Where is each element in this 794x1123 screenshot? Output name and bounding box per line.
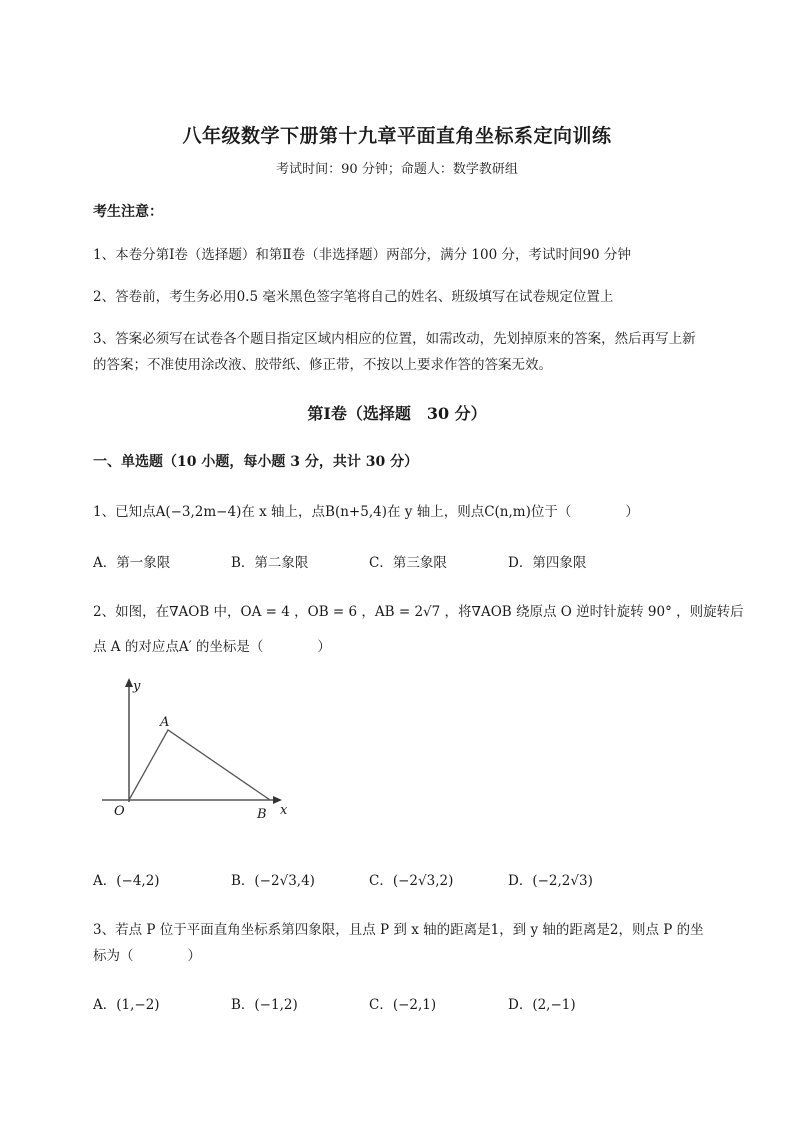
label-y: y: [133, 679, 141, 694]
notice-item-1: 1、本卷分第Ⅰ卷（选择题）和第Ⅱ卷（非选择题）两部分，满分 100 分，考试时间90 分钟: [93, 247, 631, 263]
notice-heading: 考生注意：: [93, 204, 163, 220]
question-3-line-2: 标为（ ）: [93, 948, 201, 964]
q2-option-d: D．(−2,2√3): [508, 873, 593, 889]
q3-option-d: D．(2,−1): [508, 997, 576, 1013]
question-2-line-2: 点 A 的对应点A′ 的坐标是（ ）: [93, 639, 331, 655]
q1-option-d: D．第四象限: [508, 555, 587, 571]
question-2-line-1: 2、如图，在∇AOB 中，OA = 4 ，OB = 6 ，AB = 2√7 ，将∇AOB 绕原点 O 逆时针旋转 90° ，则旋转后: [93, 604, 744, 620]
part1-subheading: 一、单选题（10 小题，每小题 3 分，共计 30 分）: [93, 454, 419, 470]
part1-heading: 第Ⅰ卷（选择题 30 分）: [307, 404, 487, 423]
notice-item-3: 3、答案必须写在试卷各个题目指定区域内相应的位置，如需改动，先划掉原来的答案，然后再写上新: [93, 331, 696, 347]
q2-option-b: B．(−2√3,4): [231, 873, 315, 889]
q3-option-b: B．(−1,2): [231, 997, 298, 1013]
q3-option-a: A．(1,−2): [93, 997, 160, 1013]
question-1-text: 1、已知点A(−3,2m−4)在 x 轴上，点B(n+5,4)在 y 轴上，则点C(n,m)位于（ ）: [93, 504, 639, 520]
notice-item-3-continued: 的答案；不准使用涂改液、胶带纸、修正带，不按以上要求作答的答案无效。: [93, 357, 552, 373]
q3-option-c: C．(−2,1): [369, 997, 437, 1013]
question-3-line-1: 3、若点 P 位于平面直角坐标系第四象限，且点 P 到 x 轴的距离是1，到 y 轴的距离是2，则点 P 的坐: [93, 922, 704, 938]
q1-option-b: B．第二象限: [231, 555, 309, 571]
triangle-aob: [129, 730, 270, 800]
label-a: A: [160, 715, 170, 730]
triangle-figure: [98, 672, 298, 827]
q1-option-a: A．第一象限: [93, 555, 171, 571]
document-subtitle: 考试时间：90 分钟；命题人：数学教研组: [276, 162, 518, 177]
y-axis-arrow-icon: [125, 678, 133, 687]
q2-option-c: C．(−2√3,2): [369, 873, 454, 889]
q1-option-c: C．第三象限: [369, 555, 447, 571]
q2-option-a: A．(−4,2): [93, 873, 160, 889]
label-b: B: [257, 807, 267, 822]
label-x: x: [280, 803, 288, 818]
notice-item-2: 2、答卷前，考生务必用0.5 毫米黑色签字笔将自己的姓名、班级填写在试卷规定位置上: [93, 289, 614, 305]
document-title: 八年级数学下册第十九章平面直角坐标系定向训练: [182, 125, 612, 147]
label-o: O: [114, 804, 125, 819]
